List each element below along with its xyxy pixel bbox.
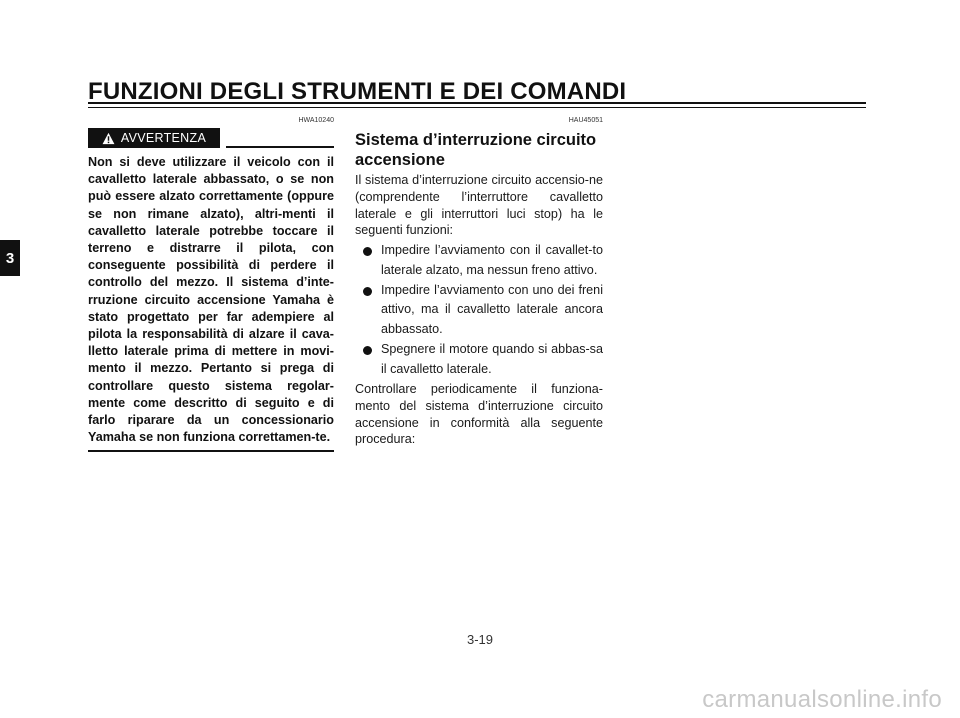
page-number: 3-19 [466, 632, 494, 647]
intro-paragraph: Il sistema d’interruzione circuito accensio-ne (comprendente l’interruttore cavalletto laterale e gli interruttori luci stop) ha le seguenti funzioni: [355, 173, 603, 238]
bullet-icon [363, 247, 372, 256]
right-column [355, 116, 603, 448]
warning-triangle-icon [102, 132, 115, 145]
section-title: Sistema d’interruzione circuito accensione [355, 131, 597, 169]
section-code: HAU45051 [568, 117, 603, 124]
list-item [355, 281, 603, 339]
list-item-text: Spegnere il motore quando si abbas-sa il cavalletto laterale. [381, 342, 603, 376]
watermark: carmanualsonline.info [702, 686, 942, 713]
warning-label: AVVERTENZA [120, 131, 207, 145]
warning-badge [88, 128, 220, 148]
list-item-text: Impedire l’avviamento con uno dei freni attivo, ma il cavalletto laterale ancora abbassato. [381, 283, 603, 336]
warning-text: Non si deve utilizzare il veicolo con il cavalletto laterale abbassato, o se non può essere alzato correttamente (oppure se non rimane alzato), altri-menti il cavalletto laterale potrebbe toccare il terreno e distrarre il pilota, con conseguente possibilità di perdere il controllo del mezzo. Il sistema d’inte-rruzione circuito accensione Yamaha è stato progettato per far adempiere al pilota la responsabilità di alzare il cava-lletto laterale prima di mettere in movi-mento il mezzo. Pertanto si prega di controllare questo sistema regolar-mente come descritto di seguito e di farlo riparare da un concessionario Yamaha se non funziona correttamen-te. [88, 155, 334, 445]
bullet-icon [363, 287, 372, 296]
list-item-text: Impedire l’avviamento con il cavallet-to laterale alzato, ma nessun freno attivo. [381, 243, 603, 277]
warning-header [88, 128, 334, 148]
bullet-icon [363, 346, 372, 355]
chapter-tab: 3 [0, 240, 20, 276]
page-header-title: FUNZIONI DEGLI STRUMENTI E DEI COMANDI [88, 78, 627, 105]
list-item [355, 241, 603, 280]
outro-paragraph: Controllare periodicamente il funziona-mento del sistema d’interruzione circuito accensione in conformità alla seguente procedura: [355, 382, 603, 447]
header-rule [88, 102, 866, 108]
warning-header-line [226, 146, 334, 148]
warning-end-rule [88, 450, 334, 452]
left-column [88, 116, 334, 452]
function-list [355, 241, 603, 379]
warning-code: HWA10240 [298, 117, 334, 124]
list-item [355, 340, 603, 379]
